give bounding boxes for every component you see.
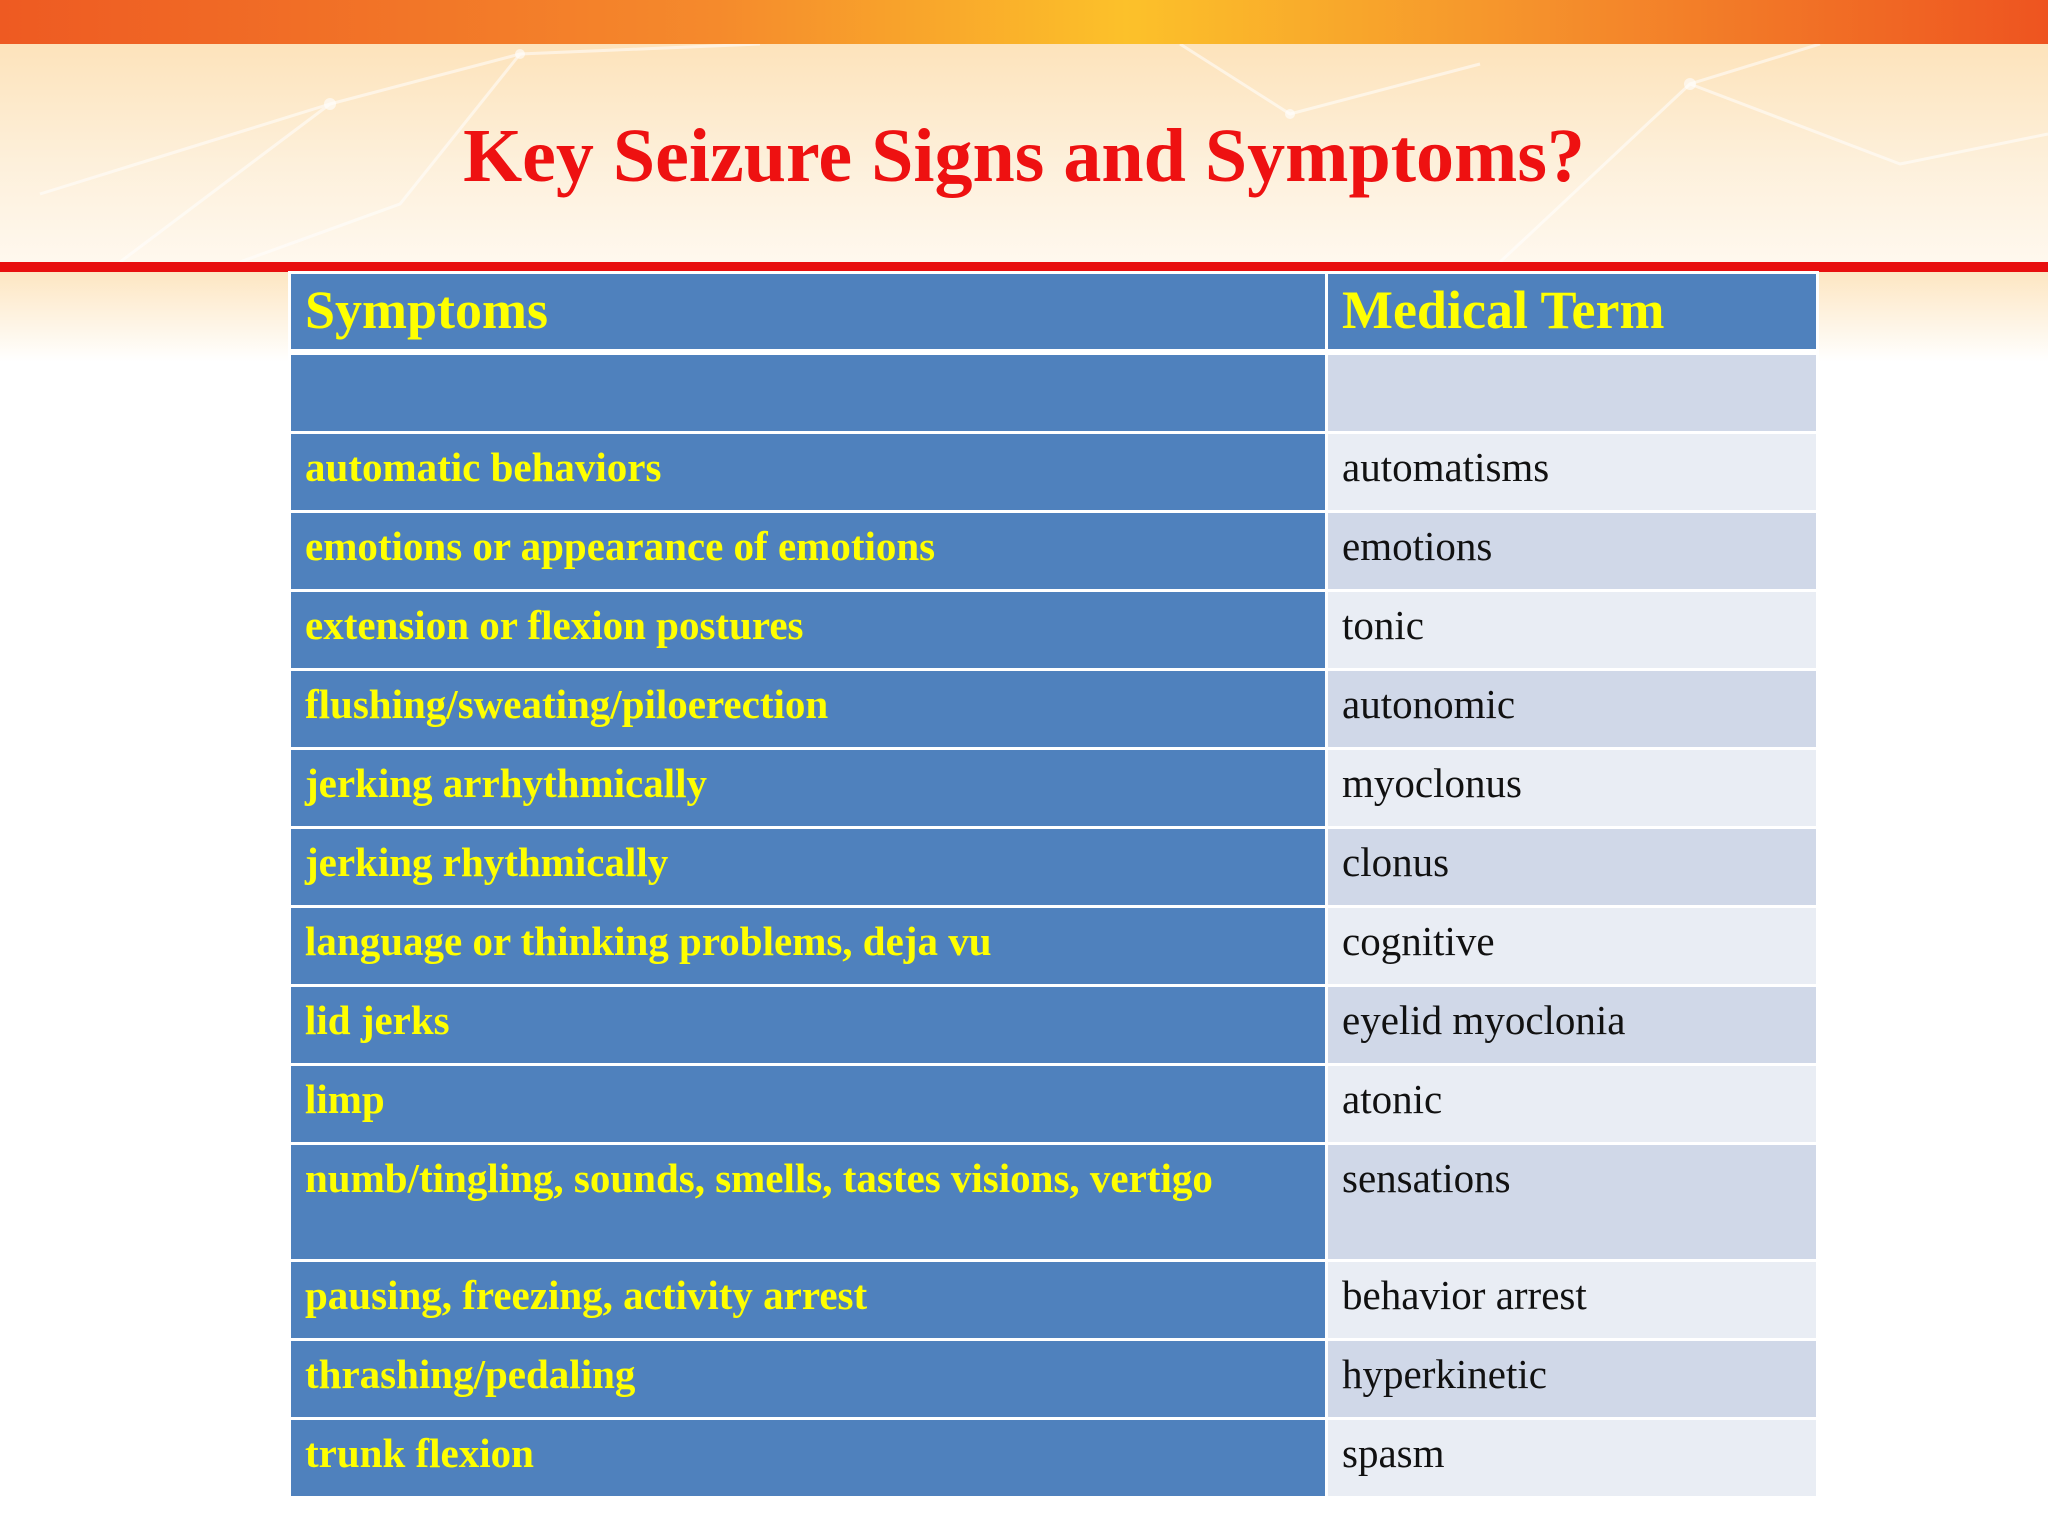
table-row	[290, 433, 1818, 512]
term-cell: autonomic	[1327, 670, 1818, 749]
term-cell: hyperkinetic	[1327, 1340, 1818, 1419]
table-row	[290, 749, 1818, 828]
table-header-row	[290, 273, 1818, 353]
table-row	[290, 1340, 1818, 1419]
symptom-cell: emotions or appearance of emotions	[290, 512, 1327, 591]
symptom-cell	[290, 352, 1327, 433]
symptoms-column-header: Symptoms	[290, 273, 1327, 353]
term-cell: clonus	[1327, 828, 1818, 907]
symptom-cell: lid jerks	[290, 986, 1327, 1065]
table-row	[290, 591, 1818, 670]
slide-title: Key Seizure Signs and Symptoms?	[463, 114, 1585, 198]
term-cell: spasm	[1327, 1419, 1818, 1498]
term-cell: emotions	[1327, 512, 1818, 591]
table-row	[290, 986, 1818, 1065]
table-row	[290, 828, 1818, 907]
table-row	[290, 1065, 1818, 1144]
table-row	[290, 1419, 1818, 1498]
symptom-cell: thrashing/pedaling	[290, 1340, 1327, 1419]
symptom-cell: flushing/sweating/piloerection	[290, 670, 1327, 749]
symptom-cell: trunk flexion	[290, 1419, 1327, 1498]
term-cell: automatisms	[1327, 433, 1818, 512]
table-row	[290, 352, 1818, 433]
symptom-cell: pausing, freezing, activity arrest	[290, 1261, 1327, 1340]
symptom-cell: jerking rhythmically	[290, 828, 1327, 907]
term-cell: myoclonus	[1327, 749, 1818, 828]
seizure-terms-table	[288, 271, 1819, 1499]
term-cell: atonic	[1327, 1065, 1818, 1144]
table-row	[290, 907, 1818, 986]
symptom-cell: limp	[290, 1065, 1327, 1144]
symptom-cell: numb/tingling, sounds, smells, tastes visions, vertigo	[290, 1144, 1327, 1261]
term-cell: behavior arrest	[1327, 1261, 1818, 1340]
table-row	[290, 670, 1818, 749]
table-row	[290, 1144, 1818, 1261]
symptom-cell: language or thinking problems, deja vu	[290, 907, 1327, 986]
term-cell: cognitive	[1327, 907, 1818, 986]
medical-term-column-header: Medical Term	[1327, 273, 1818, 353]
term-cell: tonic	[1327, 591, 1818, 670]
symptom-cell: jerking arrhythmically	[290, 749, 1327, 828]
symptom-cell: extension or flexion postures	[290, 591, 1327, 670]
top-gradient-bar	[0, 0, 2048, 44]
term-cell: sensations	[1327, 1144, 1818, 1261]
symptom-cell: automatic behaviors	[290, 433, 1327, 512]
term-cell: eyelid myoclonia	[1327, 986, 1818, 1065]
table-row	[290, 512, 1818, 591]
term-cell	[1327, 352, 1818, 433]
table-row	[290, 1261, 1818, 1340]
